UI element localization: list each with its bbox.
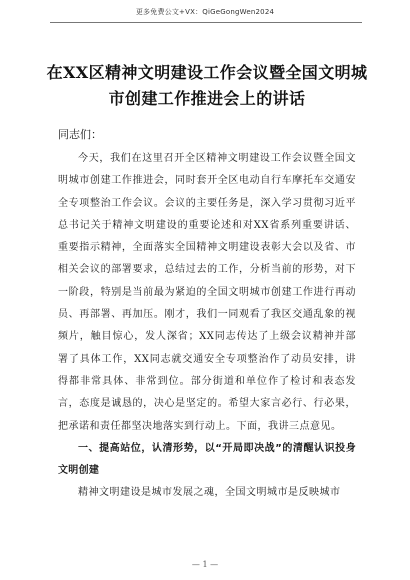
- section-heading: 一、提高站位，认清形势，以“开局即决战”的清醒认识投身文明创建: [58, 442, 356, 477]
- page-title: 在XX区精神文明建设工作会议暨全国文明城市创建工作推进会上的讲话: [46, 63, 368, 108]
- header-note: 更多免费公文+VX：QiGeGongWen2024: [135, 8, 275, 16]
- page-number: — 1 —: [191, 560, 219, 569]
- header-divider: [50, 22, 362, 23]
- document-body: [58, 148, 356, 505]
- paragraph-opening: 今天，我们在这里召开全区精神文明建设工作会议暨全国文明城市创建工作推进会，同时套开全区电动自行车摩托车交通安全专项整治工作会议。会议的主要任务是，深入学习贯彻习近平总书记关于精神文明建设的重要论述和对XX省系列重要讲话、重要指示精神，全面落实全国精神文明建设表彰大会以及省、市相关会议的部署要求，总结过去的工作，分析当前的形势，对下一阶段，特别是当前最为紧迫的全国文明城市创建工作进行再动员、再部署、再加压。刚才，我们一同观看了我区交通乱象的视频片，触目惊心，发人深省；XX同志传达了上级会议精神并部署了具体工作，XX同志就交通安全专项整治作了动员安排，讲得都非常具体、非常到位。部分街道和单位作了检讨和表态发言，态度是诚恳的，决心是坚定的。希望大家言必行、行必果，把承诺和责任都坚决地落实到行动上。下面，我讲三点意见。: [58, 153, 356, 432]
- paragraph-section-one: 精神文明建设是城市发展之魂，全国文明城市是反映城市: [78, 487, 341, 499]
- salutation: 同志们：: [58, 128, 102, 141]
